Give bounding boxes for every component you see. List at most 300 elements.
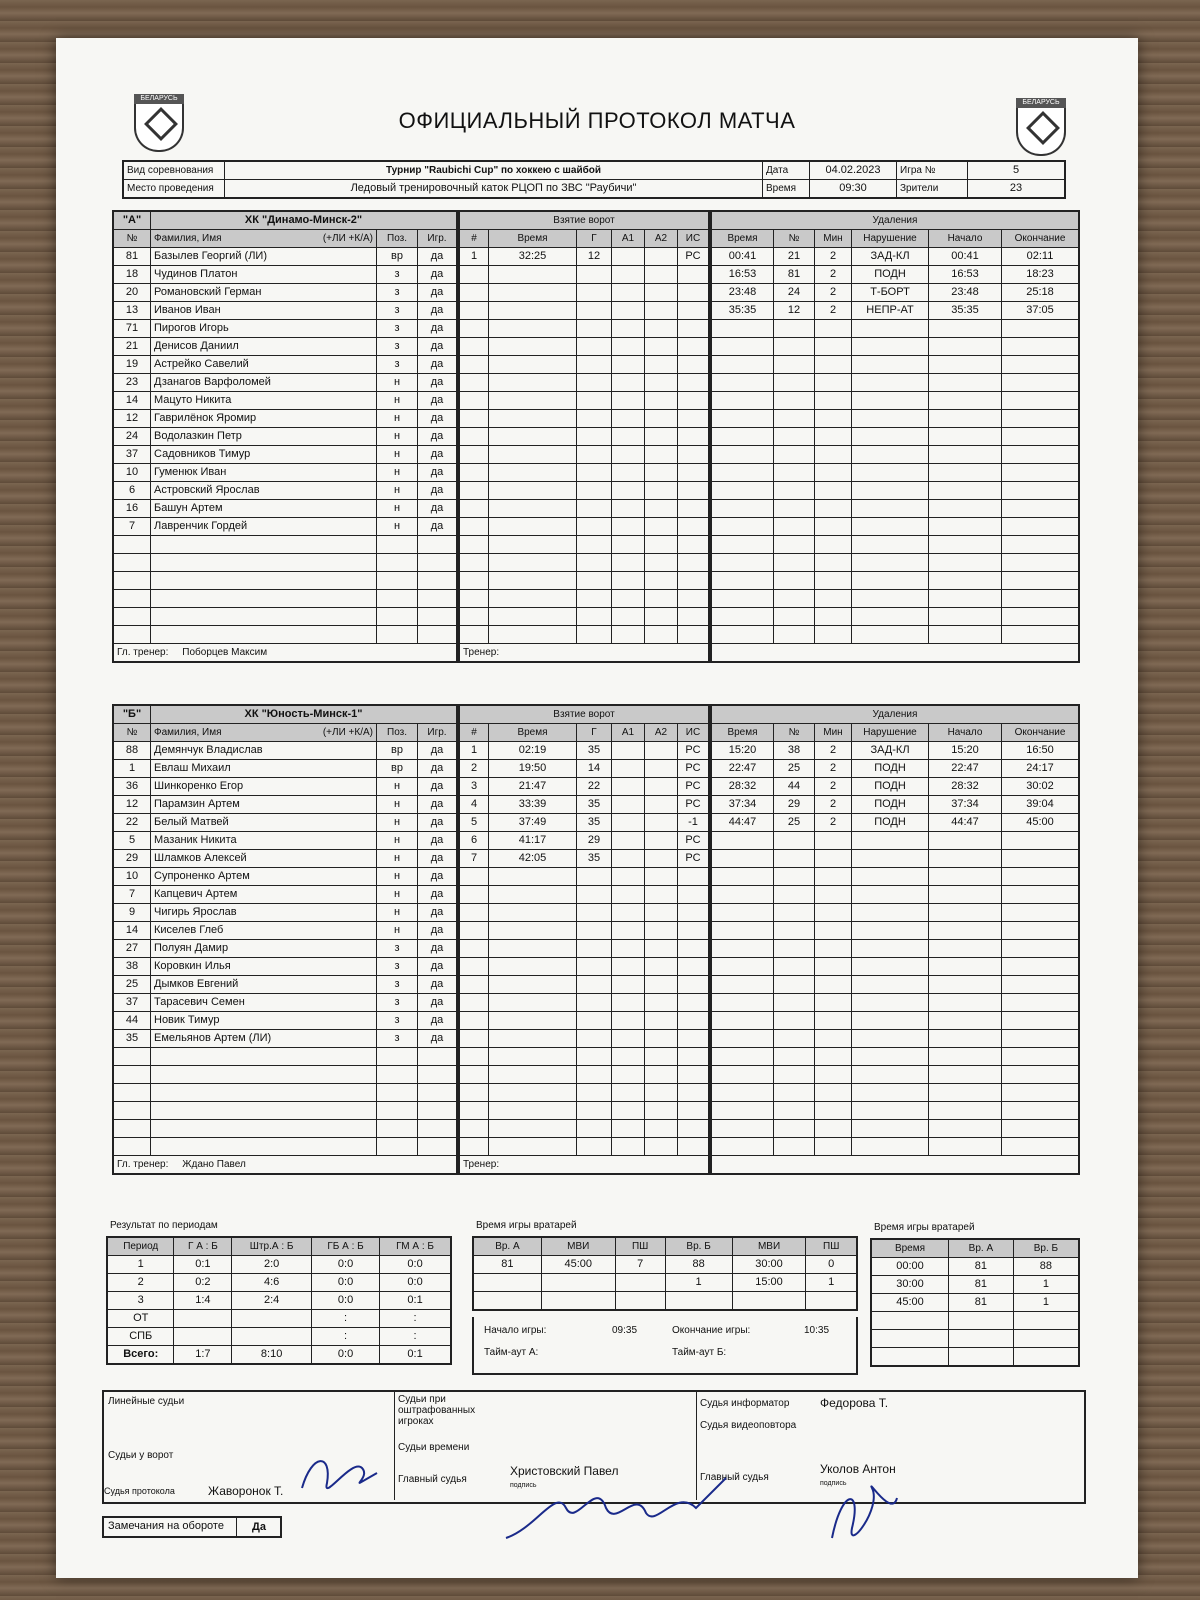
penalty-cell: 21 <box>774 248 815 266</box>
player-position: з <box>377 994 418 1012</box>
col-p-time: Время <box>711 724 774 742</box>
col-p-start: Начало <box>929 230 1002 248</box>
table-row <box>113 554 457 572</box>
player-position: з <box>377 338 418 356</box>
table-row <box>711 940 1079 958</box>
penalty-cell: 22:47 <box>929 760 1002 778</box>
penalty-cell: 24 <box>774 284 815 302</box>
penalty-cell: 28:32 <box>711 778 774 796</box>
player-number: 29 <box>113 850 151 868</box>
period-cell: 3 <box>107 1292 174 1310</box>
gk-cell <box>615 1274 665 1292</box>
player-position: з <box>377 320 418 338</box>
player-position: н <box>377 922 418 940</box>
player-number: 24 <box>113 428 151 446</box>
table-row <box>107 1310 451 1328</box>
goal-cell: 1 <box>459 742 489 760</box>
penalty-cell: 38 <box>774 742 815 760</box>
table-row <box>459 1066 709 1084</box>
goal-cell <box>645 742 678 760</box>
table-row <box>113 590 457 608</box>
player-position: н <box>377 446 418 464</box>
goal-cell: РС <box>678 850 710 868</box>
player-position: н <box>377 518 418 536</box>
player-played: да <box>418 446 458 464</box>
table-row <box>711 958 1079 976</box>
comp-value: Турнир "Raubichi Cup" по хоккею с шайбой <box>225 161 763 180</box>
period-cell: 0:0 <box>311 1346 379 1365</box>
period-cell: : <box>380 1310 451 1328</box>
col-g-time: Время <box>489 724 577 742</box>
period-cell: 4:6 <box>232 1274 312 1292</box>
table-row <box>113 1048 457 1066</box>
table-row <box>711 1066 1079 1084</box>
goal-cell: 42:05 <box>489 850 577 868</box>
sign-caption-2: подпись <box>820 1480 847 1487</box>
table-row <box>711 302 1079 320</box>
table-row <box>113 904 457 922</box>
player-position: н <box>377 868 418 886</box>
goal-cell <box>645 832 678 850</box>
table-row <box>711 446 1079 464</box>
table-row <box>711 590 1079 608</box>
coach-name: Ждано Павел <box>182 1159 246 1170</box>
player-played: да <box>418 868 458 886</box>
table-row <box>711 1030 1079 1048</box>
table-row <box>113 850 457 868</box>
logo-text: БЕЛАРУСЬ <box>1016 98 1066 108</box>
player-position: н <box>377 778 418 796</box>
coach-label: Гл. тренер: <box>117 647 169 658</box>
player-position: з <box>377 958 418 976</box>
penalty-cell: 2 <box>815 778 852 796</box>
signature-protocol <box>292 1448 382 1508</box>
penalty-cell: 35:35 <box>711 302 774 320</box>
goal-cell: 22 <box>577 778 612 796</box>
gk2-cell: 30:00 <box>871 1276 948 1294</box>
penalty-cell: ПОДН <box>852 760 929 778</box>
player-position: н <box>377 500 418 518</box>
player-position: з <box>377 1030 418 1048</box>
table-row <box>459 1030 709 1048</box>
table-row <box>113 536 457 554</box>
player-played: да <box>418 976 458 994</box>
table-row <box>711 886 1079 904</box>
col-g-a1: А1 <box>612 230 645 248</box>
goal-cell: 6 <box>459 832 489 850</box>
table-row <box>711 248 1079 266</box>
penalty-cell: 2 <box>815 266 852 284</box>
gk2-col-head: Время <box>871 1239 948 1258</box>
player-number: 9 <box>113 904 151 922</box>
goalie-change-table <box>870 1238 1080 1367</box>
table-row <box>113 428 457 446</box>
penalty-cell: 18:23 <box>1002 266 1080 284</box>
goal-cell: РС <box>678 796 710 814</box>
player-position: з <box>377 976 418 994</box>
player-position: н <box>377 392 418 410</box>
goalie-time-table <box>472 1236 858 1311</box>
table-row <box>711 922 1079 940</box>
player-name: Мазаник Никита <box>151 832 377 850</box>
penalty-cell: 2 <box>815 796 852 814</box>
signature-chief-2 <box>812 1478 902 1558</box>
player-number: 23 <box>113 374 151 392</box>
period-cell: Всего: <box>107 1346 174 1365</box>
player-name: Дымков Евгений <box>151 976 377 994</box>
player-number: 35 <box>113 1030 151 1048</box>
player-name: Мацуто Никита <box>151 392 377 410</box>
goal-cell: РС <box>678 248 710 266</box>
player-name: Лавренчик Гордей <box>151 518 377 536</box>
table-row <box>459 608 709 626</box>
time-value: 09:30 <box>810 180 897 199</box>
player-number: 10 <box>113 464 151 482</box>
table-row <box>113 320 457 338</box>
period-col-head: ГБ А : Б <box>311 1237 379 1256</box>
teamB-goals-table <box>458 704 710 1175</box>
penalty-cell: 23:48 <box>929 284 1002 302</box>
table-row <box>459 554 709 572</box>
gk-cell: 81 <box>473 1256 541 1274</box>
table-row <box>459 428 709 446</box>
table-row <box>711 572 1079 590</box>
player-name: Романовский Герман <box>151 284 377 302</box>
penalty-cell: ПОДН <box>852 266 929 284</box>
player-number: 22 <box>113 814 151 832</box>
table-row <box>459 742 709 760</box>
table-row <box>711 536 1079 554</box>
table-row <box>459 302 709 320</box>
goal-cell: 35 <box>577 742 612 760</box>
table-row <box>113 1066 457 1084</box>
period-cell: 2:0 <box>232 1256 312 1274</box>
table-row <box>113 796 457 814</box>
period-cell: 0:0 <box>311 1292 379 1310</box>
player-number: 88 <box>113 742 151 760</box>
periods-title: Результат по периодам <box>110 1220 218 1231</box>
col-li: (+ЛИ +К/А) <box>322 233 373 244</box>
col-pos: Поз. <box>377 230 418 248</box>
spectators-label: Зрители <box>897 180 968 199</box>
player-played: да <box>418 940 458 958</box>
col-p-end: Окончание <box>1002 724 1080 742</box>
player-name: Полуян Дамир <box>151 940 377 958</box>
player-played: да <box>418 356 458 374</box>
player-name: Дзанагов Варфоломей <box>151 374 377 392</box>
player-name: Чудинов Платон <box>151 266 377 284</box>
player-played: да <box>418 482 458 500</box>
player-name: Шинкоренко Егор <box>151 778 377 796</box>
goal-cell <box>612 850 645 868</box>
teamA-goals-table <box>458 210 710 663</box>
coach-name: Поборцев Максим <box>182 647 268 658</box>
penalty-cell: 2 <box>815 814 852 832</box>
period-cell <box>174 1328 232 1346</box>
table-row <box>113 1102 457 1120</box>
table-row <box>113 464 457 482</box>
col-p-time: Время <box>711 230 774 248</box>
period-cell: 0:0 <box>311 1256 379 1274</box>
gk-cell: 88 <box>665 1256 732 1274</box>
player-played: да <box>418 904 458 922</box>
player-number: 13 <box>113 302 151 320</box>
table-row <box>113 976 457 994</box>
player-name: Емельянов Артем (ЛИ) <box>151 1030 377 1048</box>
player-number: 7 <box>113 518 151 536</box>
col-p-min: Мин <box>815 230 852 248</box>
table-row <box>113 1120 457 1138</box>
table-row <box>711 356 1079 374</box>
penalty-cell: 2 <box>815 742 852 760</box>
gk-col-head: МВИ <box>732 1237 806 1256</box>
timekeepers-label: Судьи времени <box>398 1442 470 1453</box>
penalty-cell: 44 <box>774 778 815 796</box>
table-row <box>113 1084 457 1102</box>
col-p-end: Окончание <box>1002 230 1080 248</box>
table-row <box>107 1292 451 1310</box>
sign-caption: подпись <box>510 1482 537 1489</box>
table-row <box>113 1138 457 1156</box>
logo-text: БЕЛАРУСЬ <box>134 94 184 104</box>
table-row <box>459 626 709 644</box>
player-number: 5 <box>113 832 151 850</box>
player-position: н <box>377 832 418 850</box>
col-p-num: № <box>774 724 815 742</box>
period-cell <box>232 1328 312 1346</box>
player-position: вр <box>377 742 418 760</box>
teamB-penalties-table <box>710 704 1080 1175</box>
player-name: Демянчук Владислав <box>151 742 377 760</box>
player-position: н <box>377 482 418 500</box>
player-number: 19 <box>113 356 151 374</box>
player-number: 21 <box>113 338 151 356</box>
table-row <box>113 410 457 428</box>
table-row <box>459 850 709 868</box>
table-row <box>113 248 457 266</box>
table-row <box>459 518 709 536</box>
penalties-title: Удаления <box>711 705 1079 724</box>
goal-cell: 7 <box>459 850 489 868</box>
goal-cell: 2 <box>459 760 489 778</box>
end-label: Окончание игры: <box>672 1325 751 1336</box>
period-cell: 0:1 <box>380 1346 451 1365</box>
team-name: ХК "Динамо-Минск-2" <box>151 211 458 230</box>
table-row <box>113 760 457 778</box>
table-row <box>711 976 1079 994</box>
start-value: 09:35 <box>612 1325 638 1336</box>
col-igr: Игр. <box>418 230 458 248</box>
player-number: 37 <box>113 446 151 464</box>
col-g-is: ИС <box>678 230 710 248</box>
goal-cell: 3 <box>459 778 489 796</box>
period-cell: 1:7 <box>174 1346 232 1365</box>
gk-cell: 1 <box>806 1274 857 1292</box>
player-number: 16 <box>113 500 151 518</box>
goal-cell: -1 <box>678 814 710 832</box>
player-name: Астровский Ярослав <box>151 482 377 500</box>
table-row <box>113 374 457 392</box>
table-row <box>711 626 1079 644</box>
table-row <box>459 778 709 796</box>
player-name: Новик Тимур <box>151 1012 377 1030</box>
table-row <box>113 868 457 886</box>
table-row <box>113 446 457 464</box>
period-cell: 0:0 <box>311 1274 379 1292</box>
gk-col-head: Вр. Б <box>665 1237 732 1256</box>
table-row <box>711 760 1079 778</box>
player-played: да <box>418 886 458 904</box>
goalie-time-title: Время игры вратарей <box>476 1220 577 1231</box>
player-name: Киселев Глеб <box>151 922 377 940</box>
table-row <box>459 1102 709 1120</box>
table-row <box>113 608 457 626</box>
table-row <box>113 922 457 940</box>
gk2-cell: 81 <box>948 1258 1013 1276</box>
chief-referee-name: Христовский Павел <box>510 1464 619 1478</box>
player-played: да <box>418 760 458 778</box>
player-played: да <box>418 518 458 536</box>
penalty-cell: ПОДН <box>852 778 929 796</box>
goal-cell: 37:49 <box>489 814 577 832</box>
table-row <box>113 482 457 500</box>
player-played: да <box>418 338 458 356</box>
end-value: 10:35 <box>804 1325 830 1336</box>
penalty-cell: ЗАД-КЛ <box>852 742 929 760</box>
period-cell: 1:4 <box>174 1292 232 1310</box>
gk2-cell: 88 <box>1013 1258 1079 1276</box>
col-g-a2: А2 <box>645 230 678 248</box>
table-row <box>459 482 709 500</box>
player-played: да <box>418 428 458 446</box>
player-position: н <box>377 814 418 832</box>
table-row <box>711 1120 1079 1138</box>
gk-cell: 15:00 <box>732 1274 806 1292</box>
player-position: з <box>377 940 418 958</box>
table-row <box>459 572 709 590</box>
coach-label: Гл. тренер: <box>117 1159 169 1170</box>
penalty-cell: 39:04 <box>1002 796 1080 814</box>
table-row <box>459 500 709 518</box>
spectators-value: 23 <box>968 180 1066 199</box>
penalty-cell: 35:35 <box>929 302 1002 320</box>
player-position: н <box>377 796 418 814</box>
table-row <box>113 500 457 518</box>
player-number: 81 <box>113 248 151 266</box>
table-row <box>113 392 457 410</box>
protocol-judge-label: Судья протокола <box>104 1486 175 1496</box>
player-position: з <box>377 302 418 320</box>
goal-cell: РС <box>678 742 710 760</box>
table-row <box>113 356 457 374</box>
table-row <box>711 392 1079 410</box>
goal-cell <box>645 760 678 778</box>
gk2-cell: 45:00 <box>871 1294 948 1312</box>
col-num: № <box>113 230 151 248</box>
table-row <box>711 464 1079 482</box>
goal-cell: 35 <box>577 796 612 814</box>
table-row <box>711 500 1079 518</box>
table-row <box>711 608 1079 626</box>
table-row <box>459 446 709 464</box>
player-played: да <box>418 266 458 284</box>
table-row <box>113 994 457 1012</box>
gk2-col-head: Вр. Б <box>1013 1239 1079 1258</box>
table-row <box>459 410 709 428</box>
table-row <box>459 266 709 284</box>
protocol-judge-name: Жаворонок Т. <box>208 1484 284 1498</box>
page-title: ОФИЦИАЛЬНЫЙ ПРОТОКОЛ МАТЧА <box>398 108 796 133</box>
player-name: Супроненко Артем <box>151 868 377 886</box>
period-cell: : <box>311 1328 379 1346</box>
gk-cell: 45:00 <box>541 1256 615 1274</box>
table-row <box>711 482 1079 500</box>
table-row <box>459 392 709 410</box>
table-row <box>711 1138 1079 1156</box>
player-number: 6 <box>113 482 151 500</box>
player-position: н <box>377 464 418 482</box>
venue-value: Ледовый тренировочный каток РЦОП по ЗВС "Раубичи" <box>225 180 763 199</box>
notes-label: Замечания на обороте <box>108 1520 224 1532</box>
player-number: 10 <box>113 868 151 886</box>
player-played: да <box>418 392 458 410</box>
col-igr: Игр. <box>418 724 458 742</box>
period-cell: СПБ <box>107 1328 174 1346</box>
penalty-cell: 16:53 <box>711 266 774 284</box>
penalty-cell: 30:02 <box>1002 778 1080 796</box>
player-played: да <box>418 302 458 320</box>
table-row <box>459 904 709 922</box>
trainer-label: Тренер: <box>459 644 709 663</box>
table-row <box>459 1084 709 1102</box>
goal-cell: 19:50 <box>489 760 577 778</box>
table-row <box>711 814 1079 832</box>
penalty-cell: ПОДН <box>852 796 929 814</box>
player-played: да <box>418 1030 458 1048</box>
goal-cell: РС <box>678 760 710 778</box>
goal-cell <box>612 760 645 778</box>
col-g-a2: А2 <box>645 724 678 742</box>
table-row <box>459 868 709 886</box>
goal-cell <box>645 778 678 796</box>
col-pos: Поз. <box>377 724 418 742</box>
gk-cell: 7 <box>615 1256 665 1274</box>
timeout-a-label: Тайм-аут А: <box>484 1347 539 1358</box>
goals-title: Взятие ворот <box>459 211 709 230</box>
player-name: Водолазкин Петр <box>151 428 377 446</box>
player-position: н <box>377 904 418 922</box>
goal-cell <box>645 248 678 266</box>
start-label: Начало игры: <box>484 1325 547 1336</box>
penalty-cell: ПОДН <box>852 814 929 832</box>
gk-col-head: ПШ <box>615 1237 665 1256</box>
player-number: 37 <box>113 994 151 1012</box>
gk-cell <box>473 1274 541 1292</box>
notes-value: Да <box>236 1518 281 1536</box>
date-label: Дата <box>763 161 810 180</box>
table-row <box>473 1274 857 1292</box>
player-number: 38 <box>113 958 151 976</box>
player-name: Гаврилёнок Яромир <box>151 410 377 428</box>
protocol-sheet <box>56 38 1138 1578</box>
goal-cell: 14 <box>577 760 612 778</box>
col-g-g: Г <box>577 230 612 248</box>
player-number: 12 <box>113 796 151 814</box>
player-name: Пирогов Игорь <box>151 320 377 338</box>
table-row <box>113 1030 457 1048</box>
informant-name: Федорова Т. <box>820 1396 889 1410</box>
col-p-nar: Нарушение <box>852 724 929 742</box>
